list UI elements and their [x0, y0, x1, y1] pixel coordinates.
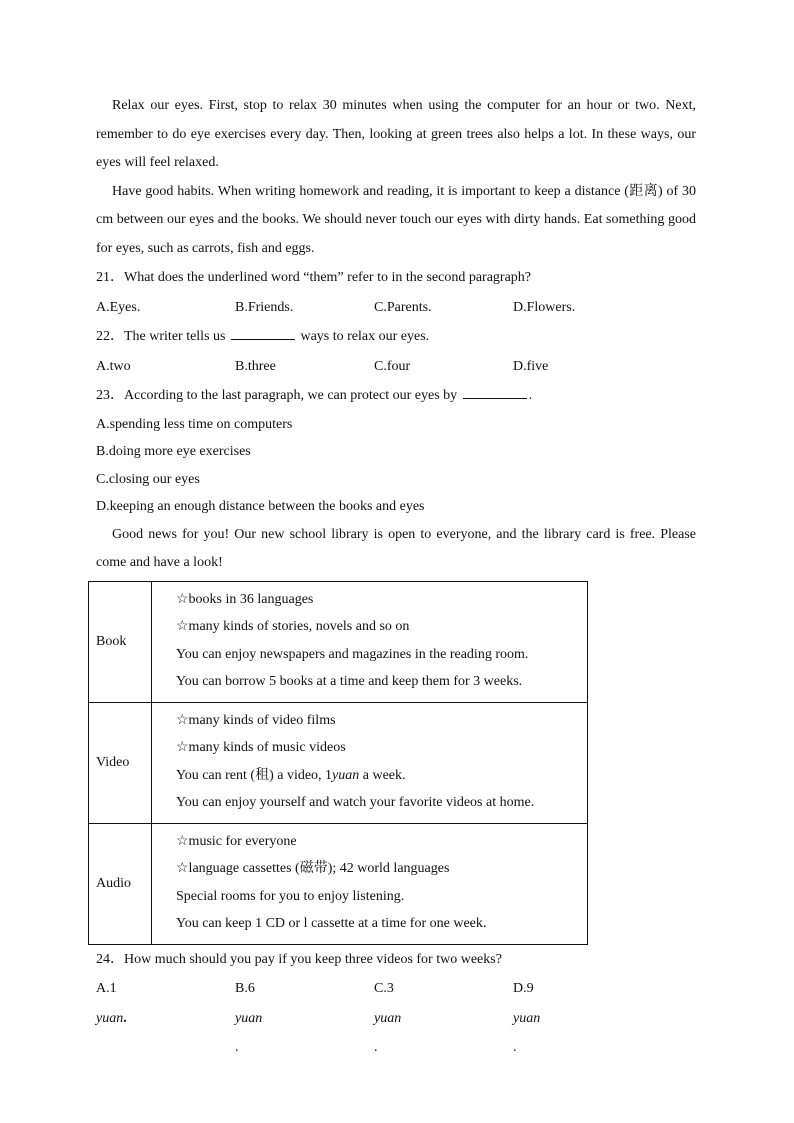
video-line-2: ☆many kinds of music videos [176, 740, 346, 755]
exam-page [96, 92, 696, 1063]
q23-option-a[interactable]: A.spending less time on computers [96, 416, 293, 432]
q23-option-b[interactable]: B.doing more eye exercises [96, 444, 251, 459]
audio-line-4: You can keep 1 CD or l cassette at a time for one week. [176, 916, 487, 931]
q21-stem-pre: 21．What does the underlined word [96, 270, 304, 285]
book-details [152, 581, 588, 702]
video-details [152, 702, 588, 823]
q21-option-c[interactable]: C.Parents. [374, 299, 432, 315]
question-21 [96, 263, 696, 293]
audio-details [152, 823, 588, 944]
table-row-audio [89, 823, 588, 944]
q23-option-c[interactable]: C.closing our eyes [96, 471, 200, 487]
video-rent-post: a week. [359, 767, 406, 783]
q22-option-a[interactable]: A.two [96, 358, 131, 374]
q23-blank [463, 386, 527, 399]
q22-blank [231, 327, 295, 340]
audio-line-3: Special rooms for you to enjoy listening. [176, 888, 405, 904]
q24-b-end: . [235, 1040, 239, 1055]
q24-a-end: . [123, 1010, 127, 1026]
question-23 [96, 381, 696, 411]
passage1-paragraph1: Relax our eyes. First, stop to relax 30 minutes when using the computer for an hour or two. Next, remember to do eye exercises every day. Then, looking at green trees also helps a lot. In these ways, our eyes will feel relaxed. [96, 98, 696, 170]
q24-a-num: A.1 [96, 981, 117, 996]
audio-line-1: ☆music for everyone [176, 833, 297, 849]
video-line-3 [176, 762, 587, 790]
book-line-1: ☆books in 36 languages [176, 591, 314, 607]
table-row-video [89, 702, 588, 823]
q22-option-b[interactable]: B.three [235, 358, 276, 374]
q21-option-b[interactable]: B.Friends. [235, 299, 294, 315]
q24-d-num: D.9 [513, 981, 534, 996]
q24-c-end: . [374, 1040, 378, 1055]
book-line-3: You can enjoy newspapers and magazines in the reading room. [176, 646, 529, 662]
q24-b-num: B.6 [235, 981, 255, 996]
q24-d-end: . [513, 1040, 517, 1055]
video-line-4: You can enjoy yourself and watch your favorite videos at home. [176, 795, 535, 810]
book-line-2: ☆many kinds of stories, novels and so on [176, 619, 410, 634]
q22-option-c[interactable]: C.four [374, 358, 411, 374]
q23-option-d[interactable]: D.keeping an enough distance between the books and eyes [96, 499, 425, 514]
video-label: Video [89, 702, 152, 823]
book-label: Book [89, 581, 152, 702]
q24-c-num: C.3 [374, 981, 394, 996]
video-rent-unit: yuan [332, 767, 360, 783]
passage1-paragraph2: Have good habits. When writing homework and reading, it is important to keep a distance (距离) of 30 cm between our eyes and the books. We should never touch our eyes with dirty hands. Eat something good for eyes, such as carrots, fish and eggs. [96, 183, 696, 256]
q21-stem-post: refer to in the second paragraph? [343, 270, 532, 285]
video-line-1: ☆many kinds of video films [176, 712, 336, 728]
q24-b-unit: yuan [235, 1010, 263, 1026]
question-24: 24．How much should you pay if you keep three videos for two weeks? [96, 951, 502, 967]
q23-stem-post: . [528, 388, 533, 403]
library-table [88, 581, 588, 945]
question-22 [96, 322, 696, 352]
q24-options [96, 974, 696, 1063]
q24-option-b[interactable] [235, 974, 374, 1063]
q24-a-unit: yuan [96, 1010, 124, 1026]
table-row-book [89, 581, 588, 702]
q24-c-unit: yuan [374, 1010, 402, 1026]
book-line-4: You can borrow 5 books at a time and keep them for 3 weeks. [176, 674, 523, 689]
q21-stem-word: “them” [303, 270, 344, 285]
q21-options [96, 293, 696, 323]
audio-line-2: ☆language cassettes (磁带); 42 world languages [176, 861, 450, 876]
q23-stem-pre: 23．According to the last paragraph, we can protect our eyes by [96, 388, 458, 403]
q22-option-d[interactable]: D.five [513, 358, 549, 374]
q24-option-d[interactable] [513, 974, 652, 1063]
q22-options [96, 352, 696, 382]
q24-option-a[interactable] [96, 974, 235, 1063]
video-rent-pre: You can rent (租) a video, 1 [176, 767, 333, 783]
q22-stem-post: ways to relax our eyes. [300, 329, 430, 344]
audio-label: Audio [89, 823, 152, 944]
q22-stem-pre: 22．The writer tells us [96, 329, 226, 344]
passage2-intro: Good news for you! Our new school library is open to everyone, and the library card is free. Please come and have a look! [96, 526, 696, 570]
q24-d-unit: yuan [513, 1010, 541, 1026]
q21-option-d[interactable]: D.Flowers. [513, 299, 576, 315]
q24-option-c[interactable] [374, 974, 513, 1063]
q21-option-a[interactable]: A.Eyes. [96, 299, 141, 315]
